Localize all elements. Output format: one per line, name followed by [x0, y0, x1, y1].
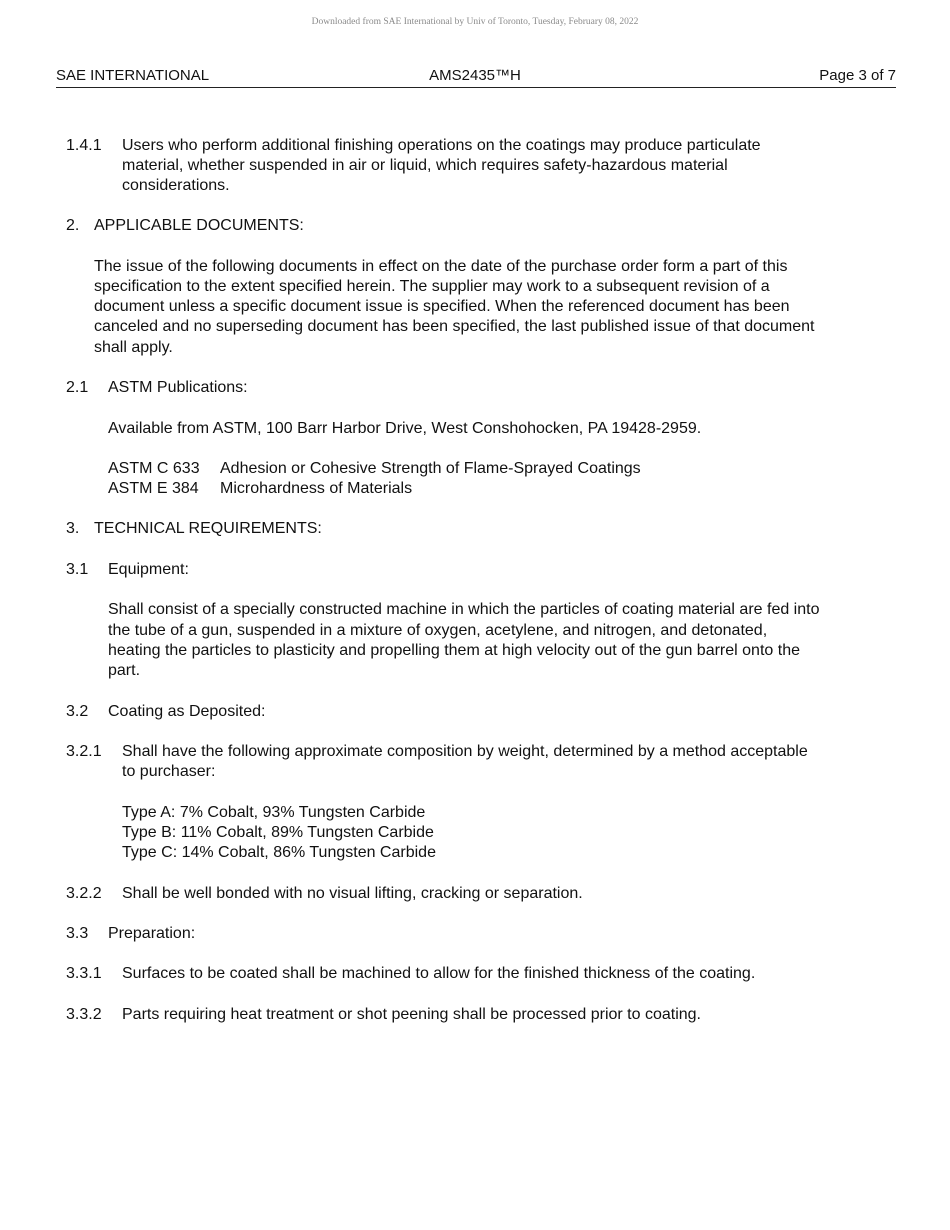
section-3-1-heading: Equipment:: [108, 561, 189, 578]
section-3-2-2-text: Shall be well bonded with no visual lifting, cracking or separation.: [122, 885, 583, 902]
astm-address: Available from ASTM, 100 Barr Harbor Drive, West Conshohocken, PA 19428-2959.: [108, 420, 702, 437]
section-number-3-2-2: 3.2.2: [66, 885, 102, 902]
section-2-1-heading: ASTM Publications:: [108, 379, 248, 396]
section-number-2-1: 2.1: [66, 379, 89, 396]
section-number-3-1: 3.1: [66, 561, 89, 578]
section-number-3: 3.: [66, 520, 80, 537]
composition-type-b: Type B: 11% Cobalt, 89% Tungsten Carbide: [122, 824, 434, 841]
section-number-1-4-1: 1.4.1: [66, 137, 102, 154]
section-2-body-line: specification to the extent specified herein. The supplier may work to a subsequent revision of a: [94, 278, 770, 295]
section-number-3-2: 3.2: [66, 703, 89, 720]
section-3-1-body-line: the tube of a gun, suspended in a mixture of oxygen, acetylene, and nitrogen, and detonated,: [108, 622, 768, 639]
section-2-heading: APPLICABLE DOCUMENTS:: [94, 217, 304, 234]
header-page-number: Page 3 of 7: [819, 67, 896, 84]
section-1-4-1-line: material, whether suspended in air or liquid, which requires safety-hazardous material: [122, 157, 728, 174]
download-watermark: Downloaded from SAE International by Univ of Toronto, Tuesday, February 08, 2022: [311, 17, 639, 27]
section-3-2-1-line: Shall have the following approximate composition by weight, determined by a method acceptable: [122, 743, 808, 760]
astm-title: Microhardness of Materials: [220, 480, 413, 497]
section-2-body-line: canceled and no superseding document has been specified, the last published issue of that document: [94, 318, 815, 335]
section-3-3-heading: Preparation:: [108, 925, 196, 942]
section-3-1-body-line: Shall consist of a specially constructed machine in which the particles of coating material are fed into: [108, 601, 820, 618]
header-document-number: AMS2435™H: [429, 67, 521, 84]
section-1-4-1-line: Users who perform additional finishing operations on the coatings may produce particulate: [122, 137, 761, 154]
section-number-2: 2.: [66, 217, 80, 234]
section-3-3-1-text: Surfaces to be coated shall be machined to allow for the finished thickness of the coating.: [122, 965, 756, 982]
astm-code: ASTM E 384: [108, 480, 199, 497]
composition-type-a: Type A: 7% Cobalt, 93% Tungsten Carbide: [122, 804, 426, 821]
section-number-3-3-2: 3.3.2: [66, 1006, 102, 1023]
header-organization: SAE INTERNATIONAL: [56, 67, 210, 84]
section-3-1-body-line: heating the particles to plasticity and propelling them at high velocity out of the gun barrel onto the: [108, 642, 800, 659]
section-3-heading: TECHNICAL REQUIREMENTS:: [94, 520, 322, 537]
section-1-4-1-line: considerations.: [122, 177, 230, 194]
section-number-3-3-1: 3.3.1: [66, 965, 102, 982]
astm-title: Adhesion or Cohesive Strength of Flame-Sprayed Coatings: [220, 460, 641, 477]
section-2-body-line: document unless a specific document issue is specified. When the referenced document has been: [94, 298, 790, 315]
page-header: [56, 66, 896, 88]
section-2-body-line: shall apply.: [94, 339, 173, 356]
section-number-3-2-1: 3.2.1: [66, 743, 102, 760]
astm-code: ASTM C 633: [108, 460, 200, 477]
section-3-2-heading: Coating as Deposited:: [108, 703, 266, 720]
section-2-body-line: The issue of the following documents in effect on the date of the purchase order form a part of this: [94, 258, 788, 275]
composition-type-c: Type C: 14% Cobalt, 86% Tungsten Carbide: [122, 844, 436, 861]
section-3-3-2-text: Parts requiring heat treatment or shot peening shall be processed prior to coating.: [122, 1006, 701, 1023]
section-3-2-1-line: to purchaser:: [122, 763, 216, 780]
section-number-3-3: 3.3: [66, 925, 89, 942]
section-3-1-body-line: part.: [108, 662, 141, 679]
